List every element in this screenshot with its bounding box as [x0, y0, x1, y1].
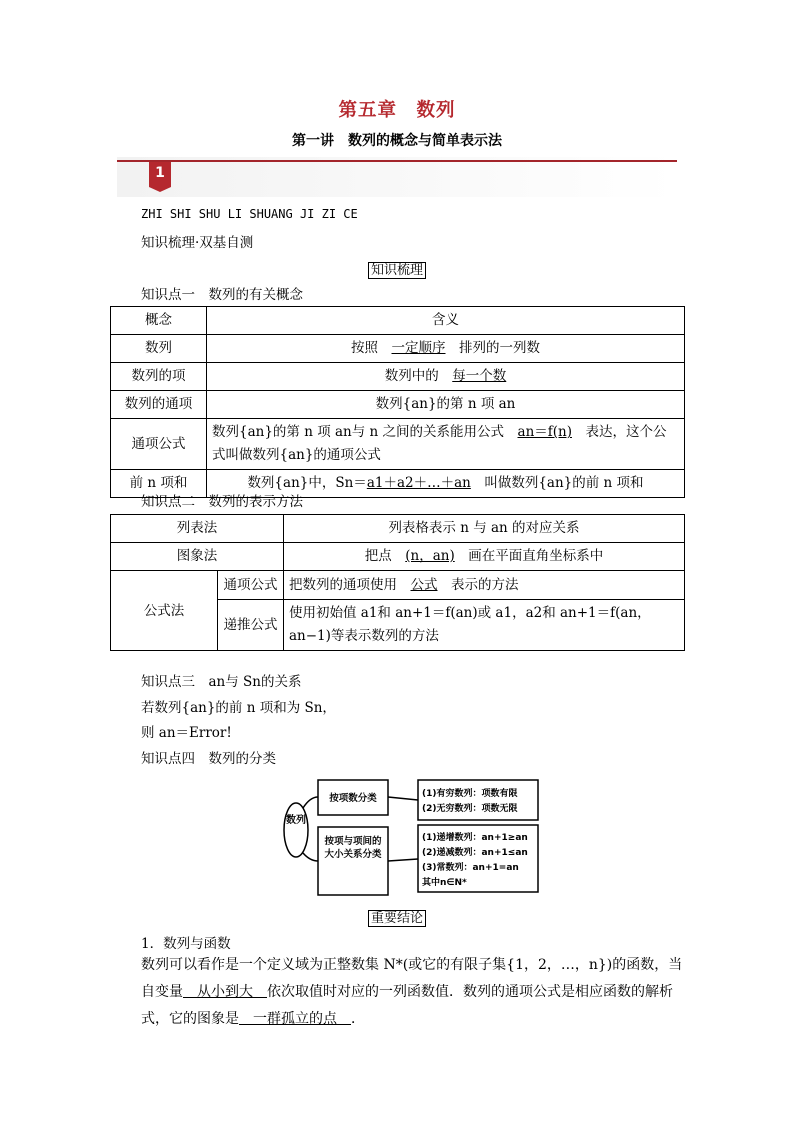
conclusion-heading: 1．数列与函数: [141, 936, 231, 952]
diagram-item: (3)常数列：an+1=an: [422, 863, 519, 873]
diagram-node-size: 按项与项间的大小关系分类: [324, 836, 382, 860]
boxed-label-conclusion: 重要结论: [0, 907, 794, 926]
row-name: 前 n 项和: [111, 470, 207, 498]
row-name: 通项公式: [111, 419, 207, 470]
diagram-item: (2)递减数列：an+1≤an: [422, 848, 528, 858]
diagram-node-count: 按项数分类: [329, 793, 377, 804]
chapter-title: 第五章 数列: [338, 100, 456, 121]
lecture-title: 第一讲 数列的概念与简单表示法: [292, 133, 502, 149]
section-pinyin: ZHI SHI SHU LI SHUANG JI ZI CE: [141, 207, 358, 221]
kp4-title: 知识点四 数列的分类: [141, 751, 276, 767]
kp3-line1: 若数列{an}的前 n 项和为 Sn，: [141, 700, 336, 716]
kp1-title: 知识点一 数列的有关概念: [141, 287, 303, 303]
row-meaning: 把数列的通项使用 公式 表示的方法: [284, 571, 685, 600]
diagram-item: (1)递增数列：an+1≥an: [422, 833, 528, 843]
banner-rule: [117, 160, 677, 162]
row-name: 数列: [111, 335, 207, 363]
diagram-root-text: 数列: [286, 815, 306, 826]
row-subname: 通项公式: [218, 571, 284, 600]
diagram-item: (2)无穷数列：项数无限: [422, 804, 518, 814]
row-meaning: 把点 (n，an) 画在平面直角坐标系中: [284, 543, 685, 571]
kp3-title: 知识点三 an与 Sn的关系: [141, 674, 302, 690]
row-meaning: 使用初始值 a1和 an+1＝f(an)或 a1，a2和 an+1＝f(an，an−1)等表示数列的方法: [284, 600, 685, 651]
row-group-name: 公式法: [111, 571, 218, 651]
table-header-meaning: 含义: [207, 307, 685, 335]
section-banner: [117, 157, 677, 197]
diagram-item: (1)有穷数列：项数有限: [422, 789, 518, 799]
representation-table: [110, 514, 685, 651]
row-name: 数列的通项: [111, 391, 207, 419]
row-meaning: 列表格表示 n 与 an 的对应关系: [284, 515, 685, 543]
row-name: 数列的项: [111, 363, 207, 391]
boxed-label-knowledge: 知识梳理: [0, 259, 794, 278]
concept-table: [110, 306, 685, 498]
row-name: 图象法: [111, 543, 284, 571]
section-number-badge: 1: [149, 162, 171, 187]
row-meaning: 数列{an}的第 n 项 an与 n 之间的关系能用公式 an＝f(n) 表达，这个公式叫做数列{an}的通项公式: [207, 419, 685, 470]
row-meaning: 数列{an}的第 n 项 an: [207, 391, 685, 419]
conclusion-paragraph: 数列可以看作是一个定义域为正整数集 N*(或它的有限子集{1，2，…，n})的函数，当自变量 从小到大 依次取值时对应的一列函数值．数列的通项公式是相应函数的解析式，它的图象是 一群孤立的点 ．: [141, 957, 683, 1027]
row-subname: 递推公式: [218, 600, 284, 651]
section-title: 知识梳理·双基自测: [141, 235, 254, 251]
table-header-concept: 概念: [111, 307, 207, 335]
kp2-title: 知识点二 数列的表示方法: [141, 494, 303, 510]
row-meaning: 数列中的 每一个数: [207, 363, 685, 391]
classification-diagram: [282, 775, 544, 897]
row-name: 列表法: [111, 515, 284, 543]
row-meaning: 数列{an}中，Sn＝a1＋a2＋…＋an 叫做数列{an}的前 n 项和: [207, 470, 685, 498]
kp3-line2: 则 an＝Error!: [141, 725, 232, 741]
diagram-item: 其中n∈N*: [422, 878, 467, 888]
row-meaning: 按照 一定顺序 排列的一列数: [207, 335, 685, 363]
